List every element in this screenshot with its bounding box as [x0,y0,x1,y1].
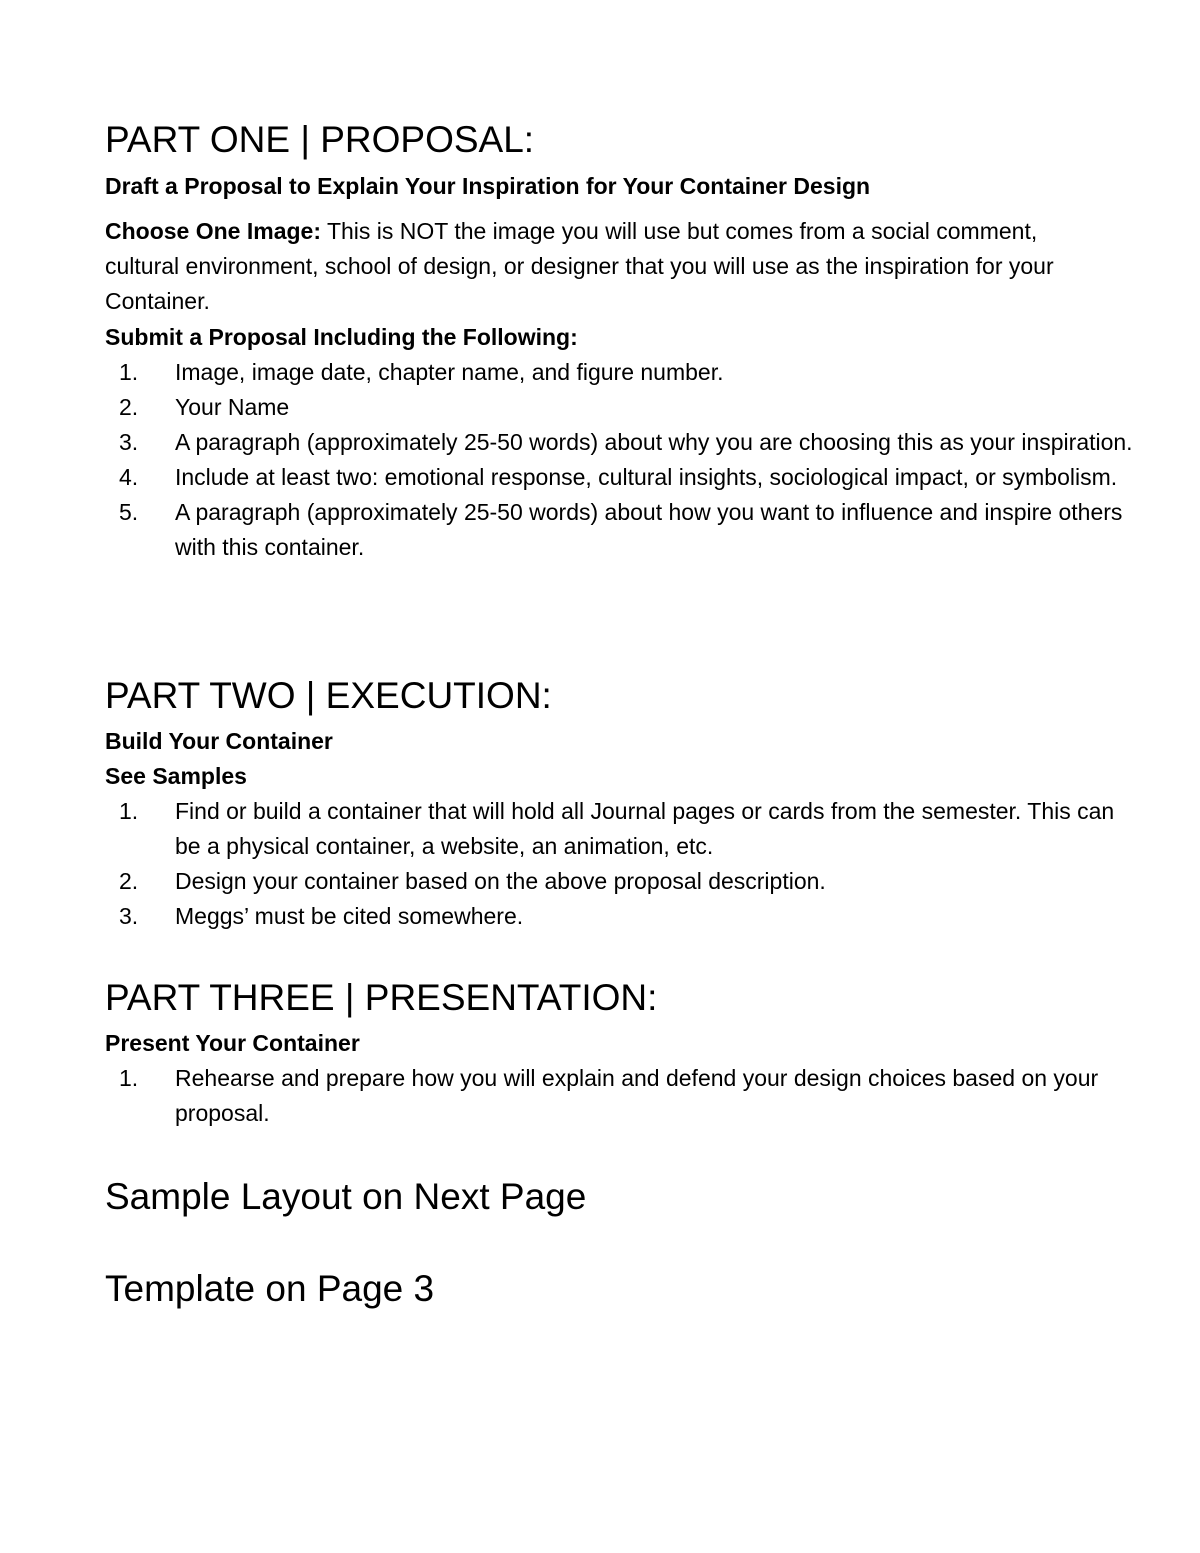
list-item [105,899,1145,934]
list-item [105,495,1145,565]
list-item [105,425,1145,460]
part-two-heading: PART TWO | EXECUTION: [105,675,552,716]
choose-image-label: Choose One Image: [105,218,321,244]
list-item [105,390,1145,425]
list-item-text: Include at least two: emotional response, cultural insights, sociological impact, or symbolism. [175,464,1118,490]
execution-steps-list [105,794,1145,934]
list-item [105,794,1145,864]
list-item-text: Rehearse and prepare how you will explain and defend your design choices based on your proposal. [175,1065,1099,1126]
part-two-subtitle: Build Your Container [105,728,333,754]
submit-proposal-label: Submit a Proposal Including the Following: [105,324,578,350]
list-number: 4. [119,464,139,490]
list-item-text: Find or build a container that will hold all Journal pages or cards from the semester. This can be a physical container, a website, an animation, etc. [175,798,1115,859]
list-number: 1. [119,798,139,824]
list-item-text: Design your container based on the above proposal description. [175,868,826,894]
list-number: 5. [119,499,139,525]
see-samples-label: See Samples [105,763,247,789]
choose-image-paragraph [105,214,1105,319]
list-item [105,460,1145,495]
list-number: 3. [119,903,139,929]
part-three-heading: PART THREE | PRESENTATION: [105,977,658,1018]
sample-layout-note: Sample Layout on Next Page [105,1176,587,1217]
list-number: 1. [119,359,139,385]
proposal-requirements-list [105,355,1145,565]
template-note: Template on Page 3 [105,1268,435,1309]
choose-image-text: This is NOT the image you will use but comes from a social comment, cultural environment, school of design, or designer that you will use as the inspiration for your Container. [105,218,1054,314]
list-number: 3. [119,429,139,455]
list-item-text: A paragraph (approximately 25-50 words) about how you want to influence and inspire others with this container. [175,499,1123,560]
list-number: 1. [119,1065,139,1091]
list-item-text: Image, image date, chapter name, and figure number. [175,359,724,385]
list-item-text: Meggs’ must be cited somewhere. [175,903,524,929]
list-item [105,864,1145,899]
part-three-subtitle: Present Your Container [105,1030,360,1056]
part-one-heading: PART ONE | PROPOSAL: [105,119,535,160]
list-number: 2. [119,868,139,894]
list-item-text: A paragraph (approximately 25-50 words) about why you are choosing this as your inspiration. [175,429,1133,455]
part-one-subtitle: Draft a Proposal to Explain Your Inspiration for Your Container Design [105,173,871,199]
presentation-steps-list [105,1061,1145,1131]
list-number: 2. [119,394,139,420]
list-item [105,1061,1145,1131]
list-item-text: Your Name [175,394,290,420]
list-item [105,355,1145,390]
